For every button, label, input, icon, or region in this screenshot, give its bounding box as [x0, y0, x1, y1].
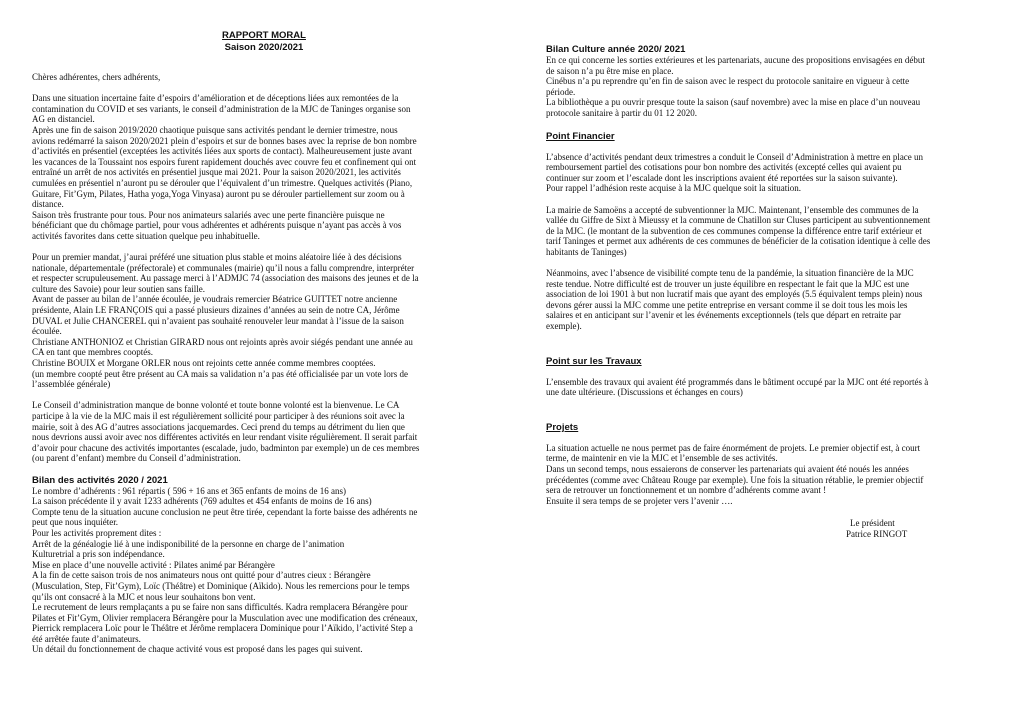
text-line: distance.	[32, 199, 64, 210]
text-line: (Musculation, Step, Fit’Gym), Loïc (Théâtre) et Dominique (Aïkido). Nous les remercions pour le temps	[32, 580, 410, 591]
text-line: participe à la vie de la MJC mais il est régulièrement sollicité pour participer à des réunions soit avec la	[32, 411, 405, 421]
text-line: avions redémarré la saison 2020/2021 plein d’espoirs et sur de bonnes bases avec la reprise de bon nombre	[32, 135, 417, 146]
text-line: Ensuite il sera temps de se projeter vers l’avenir ….	[546, 495, 733, 506]
text-line: de saison n’a pu être mise en place.	[546, 65, 674, 76]
left-column	[32, 0, 488, 655]
report-subtitle: Saison 2020/2021	[224, 42, 304, 53]
projets-paragraph	[546, 443, 992, 507]
text-line: Pilates et Fit’Gym, Olivier remplacera Bérangère pour la Musculation avec une modification des créneaux,	[32, 612, 418, 623]
text-line: cumulées en présentiel n’auront pu se dérouler que l’équivalent d’un trimestre. Quelques activités (Piano,	[32, 177, 413, 188]
text-line: écoulée.	[32, 326, 62, 337]
text-line: qu’ils ont consacré à la MJC et nous leur souhaitons bon vent.	[32, 591, 256, 602]
text-line: activités favorites dans cette situation quelque peu inhabituelle.	[32, 230, 260, 241]
finance-heading: Point Financier	[546, 130, 615, 142]
text-line: nationale, départementale (préfectorale) et communales (mairie) qu’il nous a fallu comprendre, interpréter	[32, 262, 415, 273]
greeting: Chères adhérentes, chers adhérents,	[32, 72, 161, 82]
text-line: habitants de Taninges)	[546, 246, 627, 257]
text-line: d’avoir pour chacune des activités importantes (escalade, judo, badminton par exemple) un de ces membres	[32, 442, 420, 453]
text-line: Néanmoins, avec l’absence de visibilité compte tenu de la pandémie, la situation financière de la MJC	[546, 268, 914, 279]
text-line: La bibliothèque a pu ouvrir presque toute la saison (sauf novembre) avec la mise en place d’un nouveau	[546, 97, 921, 108]
text-line: et respecter scrupuleusement. Au passage merci à l’ADMJC 74 (association des maisons des jeunes et de la	[32, 273, 419, 284]
travaux-paragraph	[546, 377, 992, 398]
board-paragraph	[32, 400, 488, 464]
text-line: Pour un premier mandat, j’aurai préféré une situation plus stable et moins aléatoire liée à des décisions	[32, 252, 402, 263]
travaux-heading: Point sur les Travaux	[546, 355, 642, 367]
finance-paragraph-2	[546, 205, 992, 258]
text-line: (un membre coopté peut être présent au CA mais sa validation n’a pas été officialisée par un vote lors de	[32, 368, 408, 379]
text-line: Avant de passer au bilan de l’année écoulée, je voudrais remercier Béatrice GUITTET notre ancienne	[32, 294, 398, 305]
text-line: culture des Savoie) pour leur soutien sans faille.	[32, 283, 205, 294]
text-line: sera de retrouver un fonctionnement et un nombre d’adhérents comme avant !	[546, 485, 827, 496]
text-line: vallée du Giffre de Sixt à Mieussy et la commune de Chatillon sur Cluses participent au subventionnement	[546, 215, 931, 226]
text-line: Pierrick remplacera Loïc pour le Théâtre et Jérôme remplacera Dominique pour l’Aïkido, l’activité Step a	[32, 623, 413, 634]
text-line: précédentes (comme avec Château Rouge par exemple). Une fois la situation rétablie, le premier objectif	[546, 474, 924, 485]
signature-role: Le président	[850, 518, 895, 529]
finance-paragraph-3	[546, 268, 992, 332]
text-line: Un détail du fonctionnement de chaque activité vous est proposé dans les pages qui suivent.	[32, 644, 363, 655]
text-line: tarif Taninges et permet aux adhérents de ces communes de bénéficier de la cotisation identique à celle des	[546, 236, 931, 247]
text-line: Christiane ANTHONIOZ et Christian GIRARD nous ont rejoints après avoir siégés pendant une année au	[32, 336, 413, 347]
text-line: Dans un second temps, nous essaierons de conserver les partenariats qui avaient été noués les années	[546, 464, 909, 475]
text-line: Pour les activités proprement dites :	[32, 527, 162, 538]
text-line: l’assemblée générale)	[32, 379, 111, 390]
text-line: été arrêtée faute d’animateurs.	[32, 633, 141, 644]
text-line: A la fin de cette saison trois de nos animateurs nous ont quitté pour d’autres cieux : Bérangère	[32, 570, 371, 581]
text-line: présidente, Alain LE FRANÇOIS qui a passé plusieurs dizaines d’années au sein de notre CA, Jérôme	[32, 305, 400, 316]
text-line: continuer sur zoom et l’escalade dont les inscriptions avaient été reportées sur la saison suivante).	[546, 172, 898, 183]
text-line: Saison très frustrante pour tous. Pour nos animateurs salariés avec une perte financière puisque ne	[32, 209, 385, 220]
text-line: entraîné un arrêt de nos activités en présentiel jusque mai 2021. Pour la saison 2020/2021, les activités	[32, 167, 401, 178]
bilan-paragraph	[32, 486, 488, 656]
text-line: bénéficiant que du chômage partiel, pour vous adhérentes et adhérents puisque n’ayant pas accès à vos	[32, 220, 402, 231]
text-line: Le nombre d’adhérents : 961 répartis ( 596 + 16 ans et 365 enfants de moins de 16 ans)	[32, 485, 346, 496]
text-line: Arrêt de la généalogie lié à une indisponibilité de la personne en charge de l’animation	[32, 538, 345, 549]
text-line: d’activités en présentiel (exceptées les activités liées aux sports de contact). Malheureusement juste avant	[32, 146, 412, 157]
finance-paragraph-1	[546, 152, 992, 194]
report-title: RAPPORT MORAL	[222, 30, 306, 41]
projets-heading: Projets	[546, 421, 579, 433]
text-line: les vacances de la Toussaint nos espoirs furent rapidement douchés avec couvre feu et confinement qui ont	[32, 156, 417, 167]
text-line: reste tendue. Notre difficulté est de trouver un juste équilibre en respectant le fait que la MJC est une	[546, 278, 909, 289]
text-line: nous devrions aussi avoir avec nos différentes activités en leur rendant visite régulièrement. Il serait parfait	[32, 432, 418, 443]
text-line: remboursement partiel des cotisations pour bon nombre des activités (excepté celles qui avaient pu	[546, 162, 902, 173]
text-line: Kulturetrial a pris son indépendance.	[32, 549, 165, 560]
text-line: Christine BOUIX et Morgane ORLER nous ont rejoints cette année comme membres cooptées.	[32, 358, 376, 369]
text-line: salaires et en anticipant sur l’avenir et les événements exceptionnels (tels que départ en retraite par	[546, 310, 902, 321]
text-line: Après une fin de saison 2019/2020 chaotique puisque sans activités pendant le dernier trimestre, nous	[32, 124, 398, 135]
text-line: Mise en place d’une nouvelle activité : Pilates animé par Bérangère	[32, 559, 275, 570]
text-line: La mairie de Samoëns a accepté de subventionner la MJC. Maintenant, l’ensemble des communes de la	[546, 204, 919, 215]
text-line: terme, de maintenir en vie la MJC et l’ensemble de ses activités.	[546, 453, 778, 464]
text-line: devons gérer aussi la MJC comme une petite entreprise en versant comme il se doit tous les mois les	[546, 299, 908, 310]
text-line: Pour rappel l’adhésion reste acquise à la MJC quelque soit la situation.	[546, 183, 801, 194]
text-line: protocole sanitaire à partir du 01 12 2020.	[546, 107, 697, 118]
text-line: association de loi 1901 à but non lucratif mais que ayant des employés (5.5 équivalent temps plein) nous	[546, 289, 923, 300]
signature	[546, 518, 992, 539]
text-line: Guitare, Fit’Gym, Pilates, Hatha yoga,Yoga Vinyasa) auront pu se dérouler partiellement sur zoom ou à	[32, 188, 405, 199]
text-line: La saison précédente il y avait 1233 adhérents (769 adultes et 454 enfants de moins de 16 ans)	[32, 496, 372, 507]
text-line: Le Conseil d’administration manque de bonne volonté et toute bonne volonté est la bienvenue. Le CA	[32, 400, 400, 411]
text-line: AG en distanciel.	[32, 114, 95, 125]
text-line: CA en tant que membres cooptés.	[32, 347, 153, 358]
text-line: (ou parent d’enfant) membre du Conseil d’administration.	[32, 453, 241, 464]
text-line: mairie, soit à des AG d’autres associations jacquemardes. Ceci prend du temps au détriment du lien que	[32, 421, 405, 432]
text-line: de la MJC. (le montant de la subvention de ces communes compense la différence entre tarif extérieur et	[546, 225, 922, 236]
culture-heading: Bilan Culture année 2020/ 2021	[546, 44, 686, 55]
text-line: Dans une situation incertaine faite d’espoirs d’amélioration et de déceptions liées aux remontées de la	[32, 93, 399, 104]
text-line: L’absence d’activités pendant deux trimestres a conduit le Conseil d’Administration à mettre en place un	[546, 151, 924, 162]
text-line: peut que nous inquiéter.	[32, 517, 118, 528]
text-line: Cinébus n’a pu reprendre qu’en fin de saison avec le respect du protocole sanitaire en vigueur à cette	[546, 76, 910, 87]
text-line: L’ensemble des travaux qui avaient été programmés dans le bâtiment occupé par la MJC ont été reportés à	[546, 376, 929, 387]
mandate-paragraph	[32, 252, 488, 390]
text-line: période.	[546, 86, 576, 97]
culture-paragraph	[546, 55, 992, 119]
signature-name: Patrice RINGOT	[846, 529, 908, 539]
report-header	[32, 0, 488, 53]
text-line: exemple).	[546, 321, 582, 332]
text-line: Compte tenu de la situation aucune conclusion ne peut être tirée, cependant la forte baisse des adhérents ne	[32, 506, 418, 517]
bilan-heading: Bilan des activités 2020 / 2021	[32, 474, 168, 486]
text-line: Le recrutement de leurs remplaçants a pu se faire non sans difficultés. Kadra remplacera Bérangère pour	[32, 602, 408, 613]
text-line: La situation actuelle ne nous permet pas de faire énormément de projets. Le premier objectif est, à court	[546, 442, 921, 453]
right-column	[546, 44, 992, 540]
text-line: En ce qui concerne les sorties extérieures et les partenariats, aucune des propositions envisagées en début	[546, 55, 925, 65]
text-line: une date ultérieure. (Discussions et échanges en cours)	[546, 387, 743, 398]
text-line: DUVAL et Julie CHANCEREL qui n’avaient pas souhaité renouveler leur mandat à l’issue de la saison	[32, 315, 404, 326]
intro-paragraph	[32, 93, 488, 241]
text-line: contamination du COVID et ses variants, le conseil d’administration de la MJC de Taninges organise son	[32, 103, 411, 114]
